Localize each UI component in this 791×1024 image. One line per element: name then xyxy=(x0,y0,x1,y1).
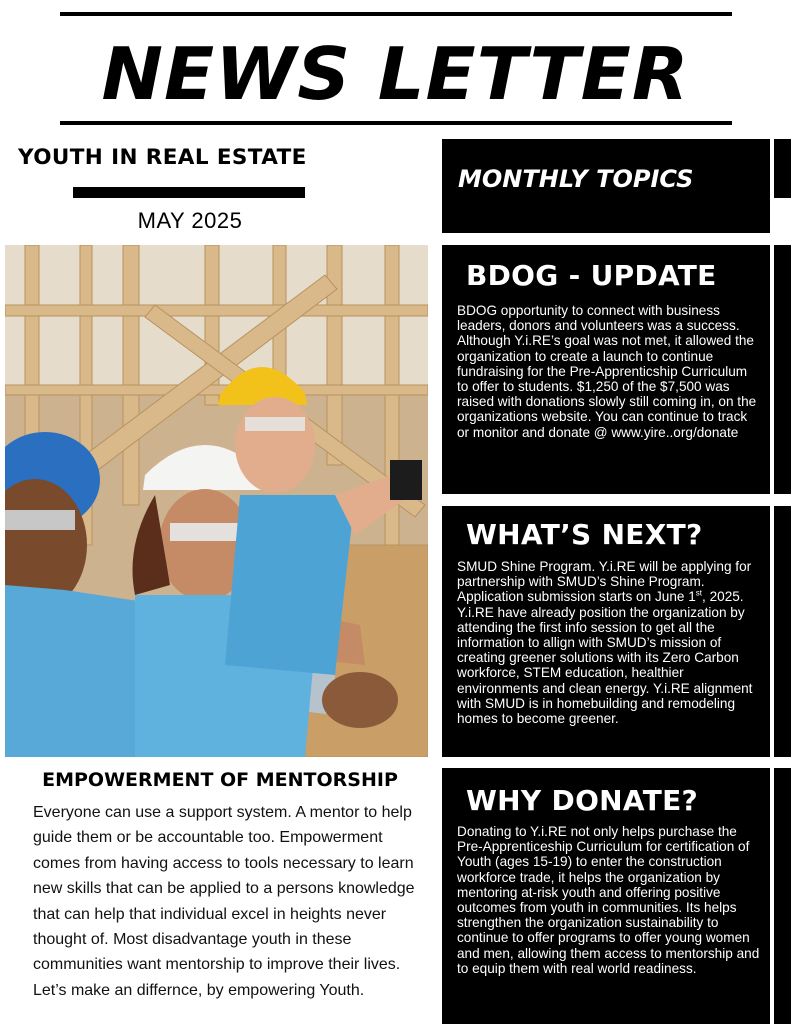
org-name-underline xyxy=(73,187,305,198)
bdog-update-body: BDOG opportunity to connect with business leaders, donors and volunteers was a success. Although Y.i.RE’s goal was not met, it allowed the organization to create a launch to continue fundraising for the Pre-Apprenticship Curriculum to offer to students. $1,250 of the $7,500 was raised with donations slowly still coming in, on the organizations website. You can continue to track or monitor and donate @ www.yire..org/donate xyxy=(457,303,757,440)
whats-next-body-end: , 2025. Y.i.RE have already position the organization by attending the first info session to get all the information to allign with SMUD’s mission of creating greener solutions with its Zero Carbon workforce, STEM education, healthier environments and clean energy. Y.i.RE alignment with SMUD is in homebuilding and remodeling homes to become greener. xyxy=(457,589,753,727)
whats-next-body-start: SMUD Shine Program. Y.i.RE will be applying for partnership with SMUD’s Shine Program. Application submission starts on June 1 xyxy=(457,559,752,605)
issue-date: MAY 2025 xyxy=(137,208,243,233)
why-donate-panel xyxy=(442,768,770,1024)
newsletter-title: NEWS LETTER xyxy=(101,32,690,116)
mentorship-body: Everyone can use a support system. A mentor to help guide them or be accountable too. Empowerment comes from having access to tools necessary to learn new skills that can be applied to a persons knowledge that can help that individual excel in heights never thought of. Most disadvantage youth in these communities want mentorship to improve their lives. Let’s make an differnce, by empowering Youth. xyxy=(33,804,415,999)
monthly-topics-heading: MONTHLY TOPICS xyxy=(458,165,694,193)
whats-next-edge-bar xyxy=(774,506,791,757)
mentorship-heading: EMPOWERMENT OF MENTORSHIP xyxy=(42,769,398,791)
whats-next-heading: WHAT’S NEXT? xyxy=(466,518,703,551)
bdog-update-heading: BDOG - UPDATE xyxy=(466,259,717,292)
bdog-edge-bar xyxy=(774,245,791,494)
bdog-update-panel xyxy=(442,245,770,494)
topics-edge-bar xyxy=(774,139,791,198)
why-donate-heading: WHY DONATE? xyxy=(466,784,699,817)
masthead-top-rule xyxy=(60,12,732,16)
whats-next-panel xyxy=(442,506,770,757)
masthead-bottom-rule xyxy=(60,121,732,125)
construction-volunteers-photo xyxy=(5,245,428,757)
why-donate-body: Donating to Y.i.RE not only helps purchase the Pre-Apprenticeship Curriculum for certification of Youth (ages 15-19) to enter the construction workforce trade, it helps the organization by mentoring at-risk youth and offering positive outcomes from youth in communities. Its helps strengthen the organization sustainability to continue to offer programs to offer young women and men, allowing them access to mentorship and to equip them with real world readiness. xyxy=(457,824,760,976)
organization-name: YOUTH IN REAL ESTATE xyxy=(18,145,307,170)
monthly-topics-banner xyxy=(442,139,770,233)
whats-next-body-sup: st xyxy=(695,588,703,598)
whats-next-body xyxy=(457,559,762,726)
why-donate-edge-bar xyxy=(774,768,791,1024)
